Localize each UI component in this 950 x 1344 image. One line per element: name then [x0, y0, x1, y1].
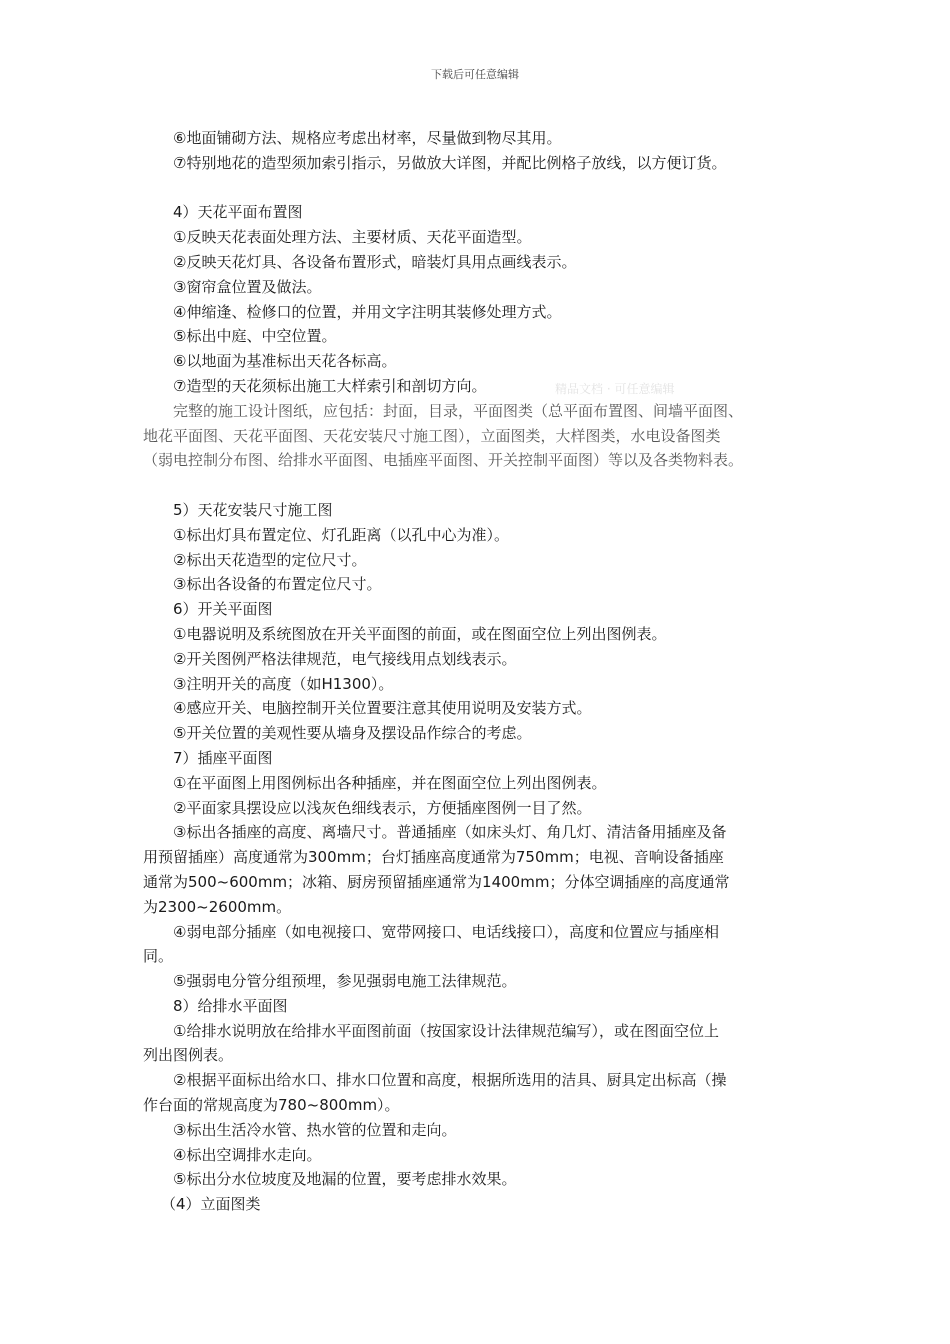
paragraph-line: ③标出生活冷水管、热水管的位置和走向。 — [173, 1120, 457, 1139]
paragraph-line: ③窗帘盒位置及做法。 — [173, 277, 322, 296]
document-body — [143, 126, 811, 1217]
paragraph-line: ④标出空调排水走向。 — [173, 1145, 322, 1164]
paragraph-line: ③标出各插座的高度、离墙尺寸。普通插座（如床头灯、角几灯、清洁备用插座及备 — [173, 823, 727, 842]
paragraph-line: ①标出灯具布置定位、灯孔距离（以孔中心为准）。 — [173, 525, 509, 544]
paragraph-line: 通常为500~600mm；冰箱、厨房预留插座通常为1400mm；分体空调插座的高度通常 — [143, 872, 730, 891]
paragraph-line: ①反映天花表面处理方法、主要材质、天花平面造型。 — [173, 228, 532, 247]
paragraph-line: ③标出各设备的布置定位尺寸。 — [173, 575, 382, 594]
paragraph-line: ②标出天花造型的定位尺寸。 — [173, 550, 367, 569]
paragraph-line: ④弱电部分插座（如电视接口、宽带网接口、电话线接口），高度和位置应与插座相 — [173, 922, 719, 941]
section-heading-ceiling-install: 5）天花安装尺寸施工图 — [173, 500, 333, 519]
paragraph-line: 为2300~2600mm。 — [143, 897, 292, 916]
paragraph-line: ①电器说明及系统图放在开关平面图的前面，或在图面空位上列出图例表。 — [173, 624, 667, 643]
paragraph-line: ④伸缩逢、检修口的位置，并用文字注明其装修处理方式。 — [173, 302, 562, 321]
paragraph-line: 作台面的常规高度为780~800mm）。 — [143, 1096, 400, 1115]
paragraph-line: ⑦造型的天花须标出施工大样索引和剖切方向。 — [173, 376, 487, 395]
paragraph-line: 用预留插座）高度通常为300mm；台灯插座高度通常为750mm；电视、音响设备插座 — [143, 848, 724, 867]
paragraph-line: ⑤标出分水位坡度及地漏的位置，要考虑排水效果。 — [173, 1170, 517, 1189]
paragraph-gap — [143, 176, 811, 201]
paragraph-line: ⑤强弱电分管分组预埋，参见强弱电施工法律规范。 — [173, 972, 517, 991]
paragraph-line: ⑥地面铺砌方法、规格应考虑出材率，尽量做到物尽其用。 — [173, 129, 562, 147]
paragraph-line: ④感应开关、电脑控制开关位置要注意其使用说明及安装方式。 — [173, 699, 592, 718]
paragraph-line: ⑥以地面为基准标出天花各标高。 — [173, 352, 397, 371]
paragraph-line: 列出图例表。 — [143, 1046, 234, 1065]
paragraph-line: 同。 — [143, 947, 174, 966]
section-heading-socket-plan: 7）插座平面图 — [173, 748, 273, 767]
section-heading-ceiling-layout: 4）天花平面布置图 — [173, 203, 303, 222]
paragraph-line: ⑤标出中庭、中空位置。 — [173, 327, 337, 346]
paragraph-line: ②反映天花灯具、各设备布置形式，暗装灯具用点画线表示。 — [173, 252, 577, 271]
summary-line: 地花平面图、天花平面图、天花安装尺寸施工图），立面图类，大样图类，水电设备图类 — [143, 426, 721, 445]
paragraph-line: ①在平面图上用图例标出各种插座，并在图面空位上列出图例表。 — [173, 773, 607, 792]
section-heading-plumbing-plan: 8）给排水平面图 — [173, 996, 288, 1015]
paragraph-line: ②根据平面标出给水口、排水口位置和高度，根据所选用的洁具、厨具定出标高（操 — [173, 1071, 727, 1090]
paragraph-line: ②平面家具摆设应以浅灰色细线表示，方便插座图例一目了然。 — [173, 798, 592, 817]
paragraph-gap — [143, 473, 811, 498]
paragraph-line: ⑦特别地花的造型须加索引指示，另做放大详图，并配比例格子放线，以方便订货。 — [173, 153, 727, 172]
paragraph-line: ③注明开关的高度（如H1300）。 — [173, 674, 394, 693]
paragraph-line: ①给排水说明放在给排水平面图前面（按国家设计法律规范编写），或在图面空位上 — [173, 1021, 719, 1040]
page-header: 下载后可任意编辑 — [431, 68, 519, 81]
paragraph-line: ②开关图例严格法律规范，电气接线用点划线表示。 — [173, 649, 517, 668]
paragraph-line: ⑤开关位置的美观性要从墙身及摆设品作综合的考虑。 — [173, 724, 532, 743]
summary-line: 完整的施工设计图纸，应包括：封面，目录，平面图类（总平面布置图、间墙平面图、 — [173, 401, 744, 420]
section-heading-switch-plan: 6）开关平面图 — [173, 600, 273, 619]
section-heading-elevations: （4）立面图类 — [161, 1195, 261, 1214]
watermark: 精品文档 · 可任意编辑 — [555, 382, 675, 396]
summary-line: （弱电控制分布图、给排水平面图、电插座平面图、开关控制平面图）等以及各类物料表。 — [143, 451, 744, 470]
